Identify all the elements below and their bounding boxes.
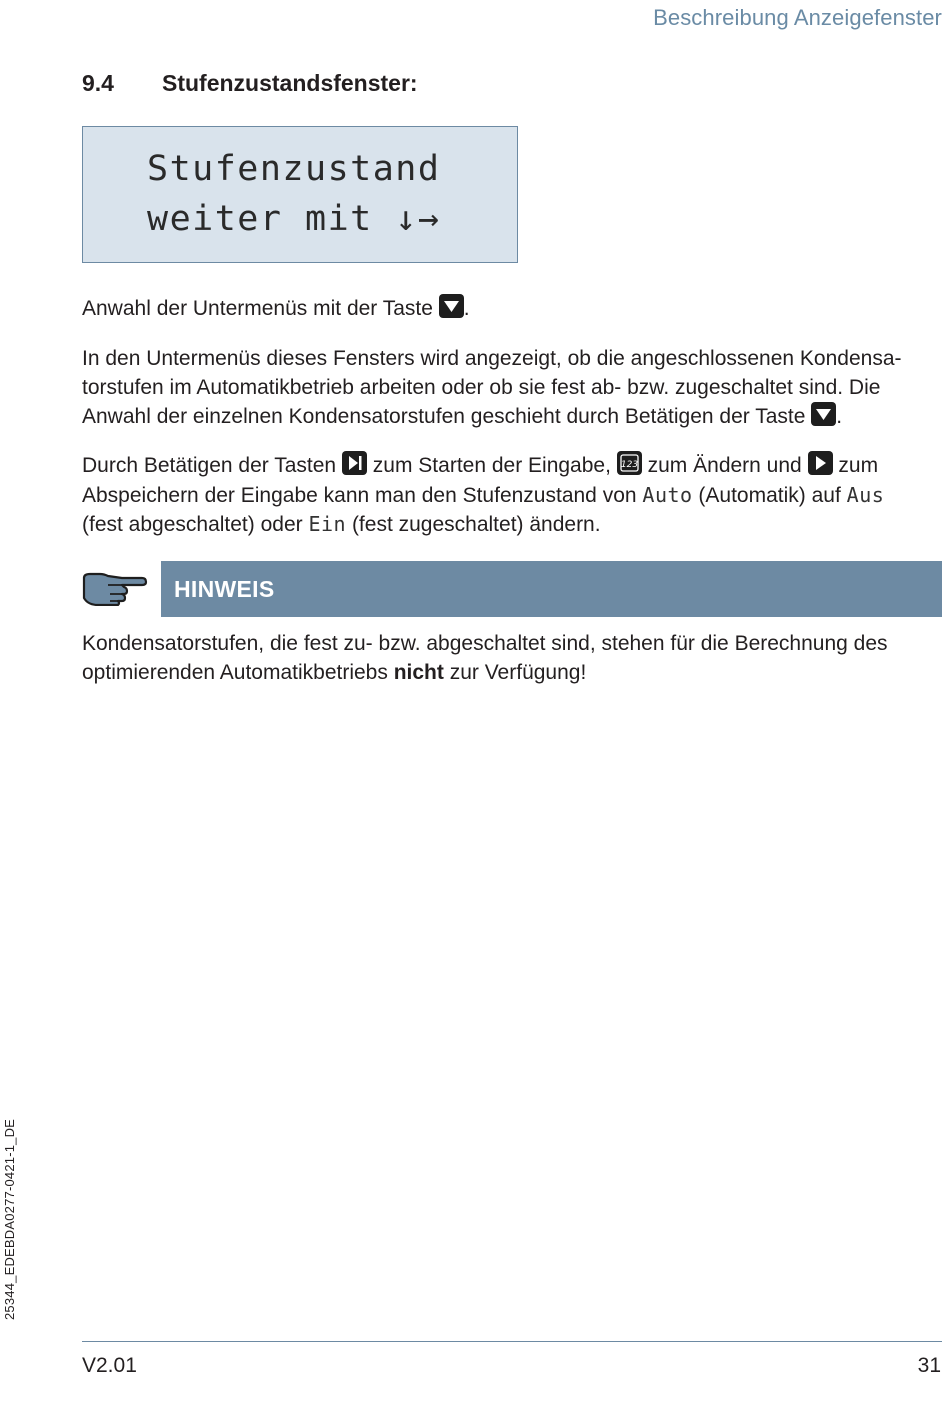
paragraph-text: zum	[838, 454, 879, 477]
paragraph-end: .	[836, 405, 843, 428]
hinweis-text	[82, 630, 942, 687]
hinweis-text-bold: nicht	[393, 660, 444, 684]
paragraph-line: In den Untermenüs dieses Fensters wird angezeigt, ob die angeschlossenen Kondensa-	[82, 347, 902, 370]
paragraph-text: Abspeichern der Eingabe kann man den Stufenzustand von	[82, 483, 637, 507]
svg-text:123: 123	[620, 460, 638, 470]
section-title: Stufenzustandsfenster:	[162, 70, 418, 96]
section-number: 9.4	[82, 70, 114, 96]
paragraph-end: .	[463, 297, 470, 320]
paragraph-line: Anwahl der einzelnen Kondensatorstufen geschieht durch Betätigen der Taste	[82, 405, 806, 428]
footer-version: V2.01	[82, 1354, 137, 1377]
paragraph-text: zum Ändern und	[647, 454, 802, 477]
paragraph-text: Durch Betätigen der Tasten	[82, 454, 337, 477]
footer-page-number: 31	[917, 1354, 941, 1377]
lcd-value-aus: Aus	[846, 482, 885, 507]
lcd-value-ein: Ein	[308, 512, 347, 536]
lcd-value-auto: Auto	[642, 482, 693, 507]
footer-divider	[82, 1341, 942, 1342]
paragraph-submenu-description	[82, 345, 942, 432]
section-heading	[82, 70, 418, 97]
123-key-icon	[617, 451, 642, 475]
down-arrow-key-icon	[439, 294, 464, 318]
paragraph-submenu-selection	[82, 294, 942, 324]
pointing-hand-icon	[82, 570, 148, 611]
lcd-line-1: Stufenzustand	[147, 149, 441, 189]
paragraph-text: (fest zugeschaltet) ändern.	[351, 513, 601, 536]
paragraph-text: Anwahl der Untermenüs mit der Taste	[82, 297, 433, 320]
right-arrow-key-icon	[808, 451, 833, 475]
play-bar-key-icon	[342, 451, 367, 475]
lcd-display	[82, 126, 518, 263]
lcd-line-2: weiter mit ↓→	[147, 199, 441, 239]
paragraph-text: (Automatik) auf	[698, 483, 841, 507]
paragraph-line: torstufen im Automatikbetrieb arbeiten oder ob sie fest ab- bzw. zugeschaltet sind. Die	[82, 375, 881, 399]
hinweis-banner	[161, 561, 942, 617]
paragraph-text: zum Starten der Eingabe,	[372, 454, 611, 477]
hinweis-label: HINWEIS	[174, 576, 275, 602]
paragraph-text: (fest abgeschaltet) oder	[82, 513, 303, 536]
down-arrow-key-icon	[811, 402, 836, 426]
hinweis-text-before: Kondensatorstufen, die fest zu- bzw. abgeschaltet sind, stehen für die Berechnung des optimierenden Automatikbetriebs	[82, 632, 888, 684]
document-code: 25344_EDEBDA0277-0421-1_DE	[2, 1118, 17, 1320]
hinweis-text-after: zur Verfügung!	[449, 660, 587, 684]
page-header-title: Beschreibung Anzeigefenster	[653, 5, 942, 30]
paragraph-key-usage	[82, 451, 942, 540]
